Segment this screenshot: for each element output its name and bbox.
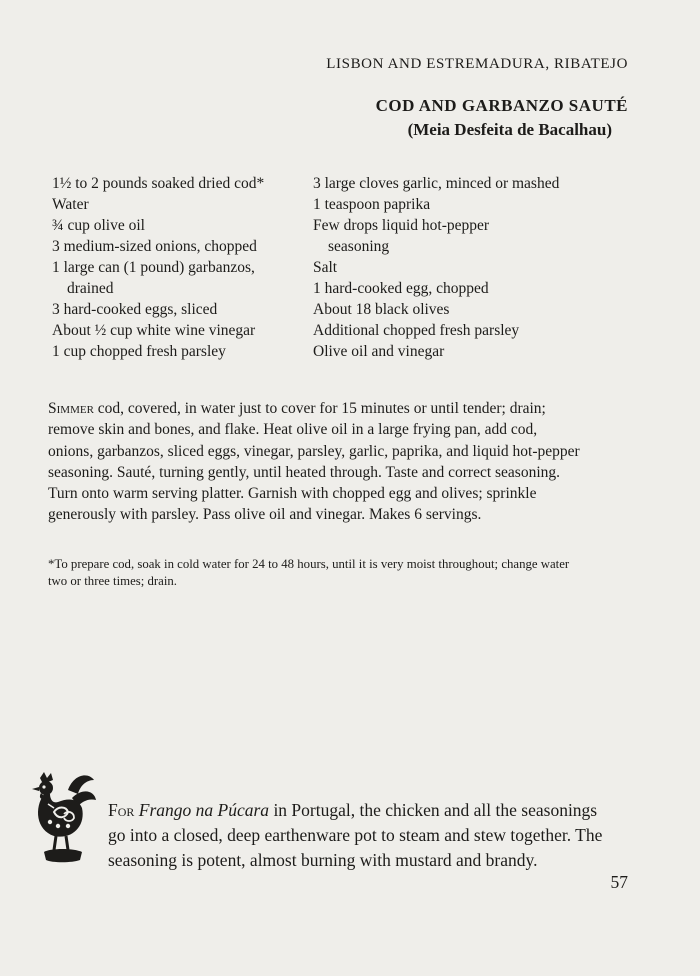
ingredient-line: 1 hard-cooked egg, chopped bbox=[313, 280, 489, 297]
ingredient-line: About ½ cup white wine vinegar bbox=[52, 322, 256, 339]
ingredient-line: About 18 black olives bbox=[313, 301, 450, 318]
ingredient-line: 1 teaspoon paprika bbox=[313, 196, 431, 213]
method-lead-word: Simmer bbox=[48, 400, 94, 417]
ingredient-line: 1½ to 2 pounds soaked dried cod* bbox=[52, 175, 265, 192]
ingredient-line: ¾ cup olive oil bbox=[52, 217, 145, 234]
sidebar-note bbox=[108, 798, 608, 872]
method-paragraph bbox=[48, 398, 584, 526]
sidebar-text: in Portugal, the chicken and all the seasonings go into a closed, deep earthenware pot to steam and stew together. The seasoning is potent, almost burning with mustard and brandy. bbox=[108, 800, 603, 870]
ingredient-line: Salt bbox=[313, 259, 338, 276]
ingredient-line-continued: seasoning bbox=[328, 238, 390, 255]
ingredient-line: Olive oil and vinegar bbox=[313, 343, 445, 360]
ingredient-line: Few drops liquid hot-pepper bbox=[313, 217, 490, 234]
rooster-icon bbox=[28, 768, 98, 864]
method-text: cod, covered, in water just to cover for 15 minutes or until tender; drain; remove skin and bones, and flake. Heat olive oil in a large frying pan, add cod, onions, garbanzos, sliced eggs, vinegar, parsley, garlic, paprika, and liquid hot-pepper seasoning. Sauté, turning gently, until heated through. Taste and correct seasoning. Turn onto warm serving platter. Garnish with chopped egg and olives; sprinkle generously with parsley. Pass olive oil and vinegar. Makes 6 servings. bbox=[48, 400, 580, 524]
sidebar-dish-name: Frango na Púcara bbox=[138, 800, 270, 820]
page-number: 57 bbox=[610, 872, 628, 892]
ingredient-line: 3 large cloves garlic, minced or mashed bbox=[313, 175, 560, 192]
sidebar-lead-word: For bbox=[108, 800, 135, 820]
ingredients-left-column bbox=[52, 173, 302, 362]
ingredient-line: 1 large can (1 pound) garbanzos, bbox=[52, 259, 255, 276]
ingredient-line-continued: drained bbox=[67, 280, 114, 297]
ingredients-right-column bbox=[313, 173, 613, 362]
ingredient-line: Water bbox=[52, 196, 89, 213]
recipe-subtitle: (Meia Desfeita de Bacalhau) bbox=[407, 120, 612, 139]
running-head: LISBON AND ESTREMADURA, RIBATEJO bbox=[326, 56, 628, 72]
ingredient-line: 3 medium-sized onions, chopped bbox=[52, 238, 257, 255]
ingredient-line: 3 hard-cooked eggs, sliced bbox=[52, 301, 218, 318]
recipe-title: COD AND GARBANZO SAUTÉ bbox=[375, 96, 628, 115]
ingredient-line: Additional chopped fresh parsley bbox=[313, 322, 520, 339]
ingredient-line: 1 cup chopped fresh parsley bbox=[52, 343, 226, 360]
footnote: *To prepare cod, soak in cold water for 24 to 48 hours, until it is very moist throughout; change water two or three times; drain. bbox=[48, 557, 570, 588]
